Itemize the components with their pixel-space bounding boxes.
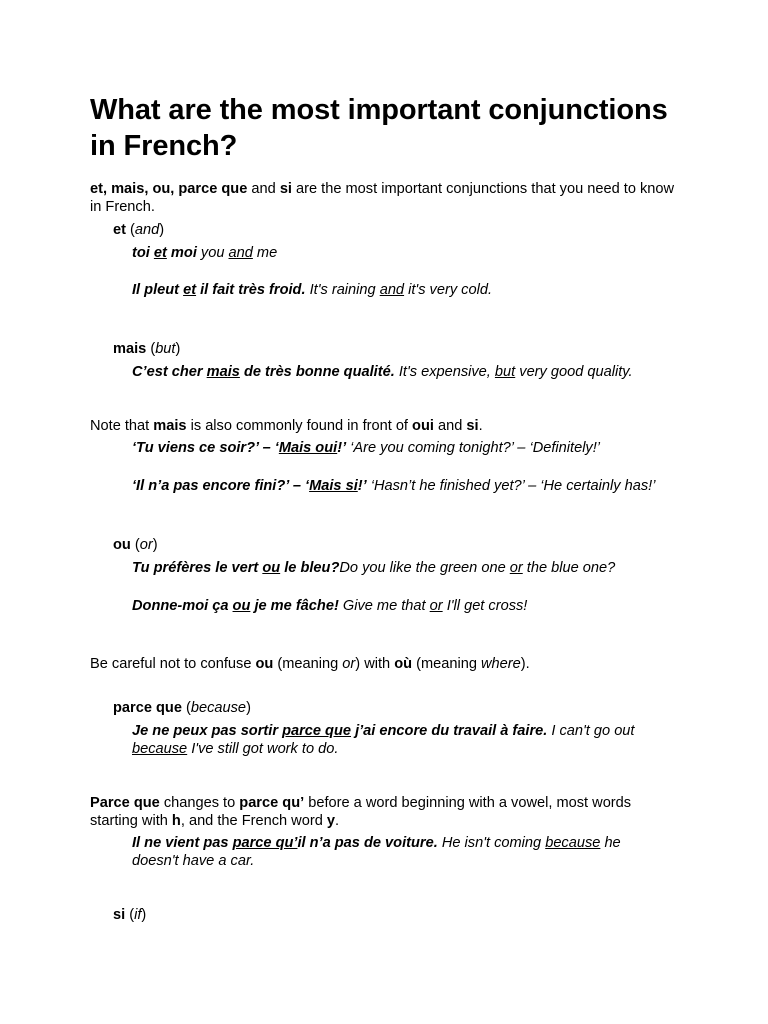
french-text: il fait très froid. — [196, 282, 306, 298]
french-highlight: et — [153, 245, 167, 261]
heading-mais — [113, 340, 180, 358]
english-highlight: because — [545, 835, 601, 851]
french-highlight: mais — [206, 364, 240, 380]
heading-parce-que — [113, 699, 251, 717]
english-text: He isn't coming — [437, 835, 546, 851]
english-text: It's raining — [305, 282, 380, 298]
heading-si — [113, 906, 146, 924]
french-highlight: parce que — [282, 723, 352, 739]
body-text: , and the French word — [180, 813, 327, 829]
english-text: ‘Hasn’t he finished yet?’ – ‘He certainly has!’ — [366, 478, 656, 494]
french-text: C’est cher — [132, 364, 207, 380]
english-text: I can't go out — [547, 723, 635, 739]
english-text: ‘Are you coming tonight?’ – ‘Definitely!’ — [346, 440, 601, 456]
english-text: Give me that — [338, 598, 430, 614]
english-text: he doesn't have a car. — [132, 835, 621, 869]
example-ou-1 — [132, 559, 615, 577]
french-highlight: Mais si — [309, 478, 358, 494]
english-text: it's very cold. — [404, 282, 493, 298]
english-highlight: or — [509, 560, 523, 576]
body-text: is also commonly found in front of — [186, 418, 413, 434]
body-text: Note that — [90, 418, 154, 434]
french-text: Tu préfères le vert — [132, 560, 263, 576]
body-text: before a word beginning with a vowel, most words starting with — [90, 795, 632, 829]
body-text: ). — [520, 656, 530, 672]
english-highlight: but — [494, 364, 516, 380]
french-text: !’ — [357, 478, 367, 494]
bold-term: mais — [153, 418, 187, 434]
paren-open: ( — [130, 537, 140, 553]
bold-term: ou — [255, 656, 274, 672]
note-mais-paragraph — [90, 417, 483, 435]
paren-close: ) — [246, 700, 251, 716]
paren-close: ) — [152, 537, 158, 553]
paren-close: ) — [159, 222, 165, 238]
french-text: il n’a pas de voiture. — [297, 835, 438, 851]
body-text: (meaning — [273, 656, 343, 672]
english-text: you — [196, 245, 229, 261]
french-text: Il pleut — [132, 282, 184, 298]
intro-bold-conjunctions: et, mais, ou, parce que — [90, 181, 248, 197]
example-parce-qu — [132, 834, 662, 870]
example-mais-oui — [132, 439, 600, 457]
intro-bold-si: si — [279, 181, 292, 197]
french-text: le bleu? — [280, 560, 340, 576]
english-highlight: or — [429, 598, 443, 614]
term-parce-que: parce que — [113, 700, 182, 716]
bold-term: y — [326, 813, 335, 829]
french-text: ‘Il n’a pas encore fini?’ – ‘ — [132, 478, 310, 494]
english-text: I've still got work to do. — [187, 741, 339, 757]
heading-et — [113, 221, 164, 239]
term-mais: mais — [113, 341, 147, 357]
body-text: changes to — [159, 795, 240, 811]
english-text: Do you like the green one — [339, 560, 510, 576]
example-ou-2 — [132, 597, 527, 615]
english-highlight: and — [379, 282, 405, 298]
french-text: toi — [132, 245, 154, 261]
meaning-ou: or — [139, 537, 153, 553]
note-parce-que-paragraph — [90, 794, 670, 830]
body-text: and — [433, 418, 467, 434]
example-et-1 — [132, 244, 277, 262]
french-text: Je ne peux pas sortir — [132, 723, 283, 739]
bold-term: où — [394, 656, 413, 672]
paren-open: ( — [146, 341, 156, 357]
example-mais-si — [132, 477, 655, 495]
meaning-parce-que: because — [190, 700, 247, 716]
english-highlight: and — [228, 245, 253, 261]
french-text: de très bonne qualité. — [239, 364, 395, 380]
french-text: !’ — [337, 440, 347, 456]
body-text: (meaning — [412, 656, 481, 672]
french-highlight: Mais oui — [278, 440, 338, 456]
body-text: . — [478, 418, 483, 434]
meaning-et: and — [134, 222, 160, 238]
english-text: It's expensive, — [394, 364, 495, 380]
english-text: very good quality. — [515, 364, 633, 380]
heading-ou — [113, 536, 158, 554]
careful-paragraph — [90, 655, 530, 673]
french-highlight: et — [183, 282, 197, 298]
french-text: Donne-moi ça — [132, 598, 233, 614]
french-text: ‘Tu viens ce soir?’ – ‘ — [132, 440, 279, 456]
term-ou: ou — [113, 537, 131, 553]
english-text: me — [252, 245, 278, 261]
english-text: I'll get cross! — [442, 598, 528, 614]
bold-term: h — [171, 813, 181, 829]
italic-meaning: where — [481, 656, 521, 672]
body-text: ) with — [355, 656, 395, 672]
intro-paragraph — [90, 180, 680, 216]
body-text: . — [335, 813, 340, 829]
french-text: moi — [166, 245, 197, 261]
paren-open: ( — [181, 700, 191, 716]
example-parce-que-1 — [132, 722, 672, 758]
intro-text: are the most important conjunctions that you need to know in French. — [90, 181, 675, 215]
paren-close: ) — [141, 907, 147, 923]
page-title: What are the most important conjunctions in French? — [90, 94, 668, 162]
french-text: je me fâche! — [250, 598, 339, 614]
term-et: et — [113, 222, 126, 238]
french-text: Il ne vient pas — [132, 835, 233, 851]
body-text: Be careful not to confuse — [90, 656, 256, 672]
meaning-mais: but — [155, 341, 176, 357]
meaning-si: if — [134, 907, 142, 923]
bold-term: oui — [412, 418, 434, 434]
french-text: j’ai encore du travail à faire. — [351, 723, 548, 739]
french-highlight: ou — [262, 560, 281, 576]
bold-term: si — [466, 418, 479, 434]
bold-term: Parce que — [90, 795, 160, 811]
paren-open: ( — [125, 222, 135, 238]
example-mais-1 — [132, 363, 633, 381]
english-highlight: because — [132, 741, 188, 757]
intro-text: and — [247, 181, 280, 197]
example-et-2 — [132, 281, 492, 299]
english-text: the blue one? — [522, 560, 616, 576]
french-highlight: parce qu’ — [232, 835, 298, 851]
french-highlight: ou — [232, 598, 251, 614]
bold-term: parce qu’ — [239, 795, 305, 811]
term-si: si — [113, 907, 126, 923]
italic-meaning: or — [342, 656, 356, 672]
paren-close: ) — [175, 341, 181, 357]
paren-open: ( — [125, 907, 135, 923]
